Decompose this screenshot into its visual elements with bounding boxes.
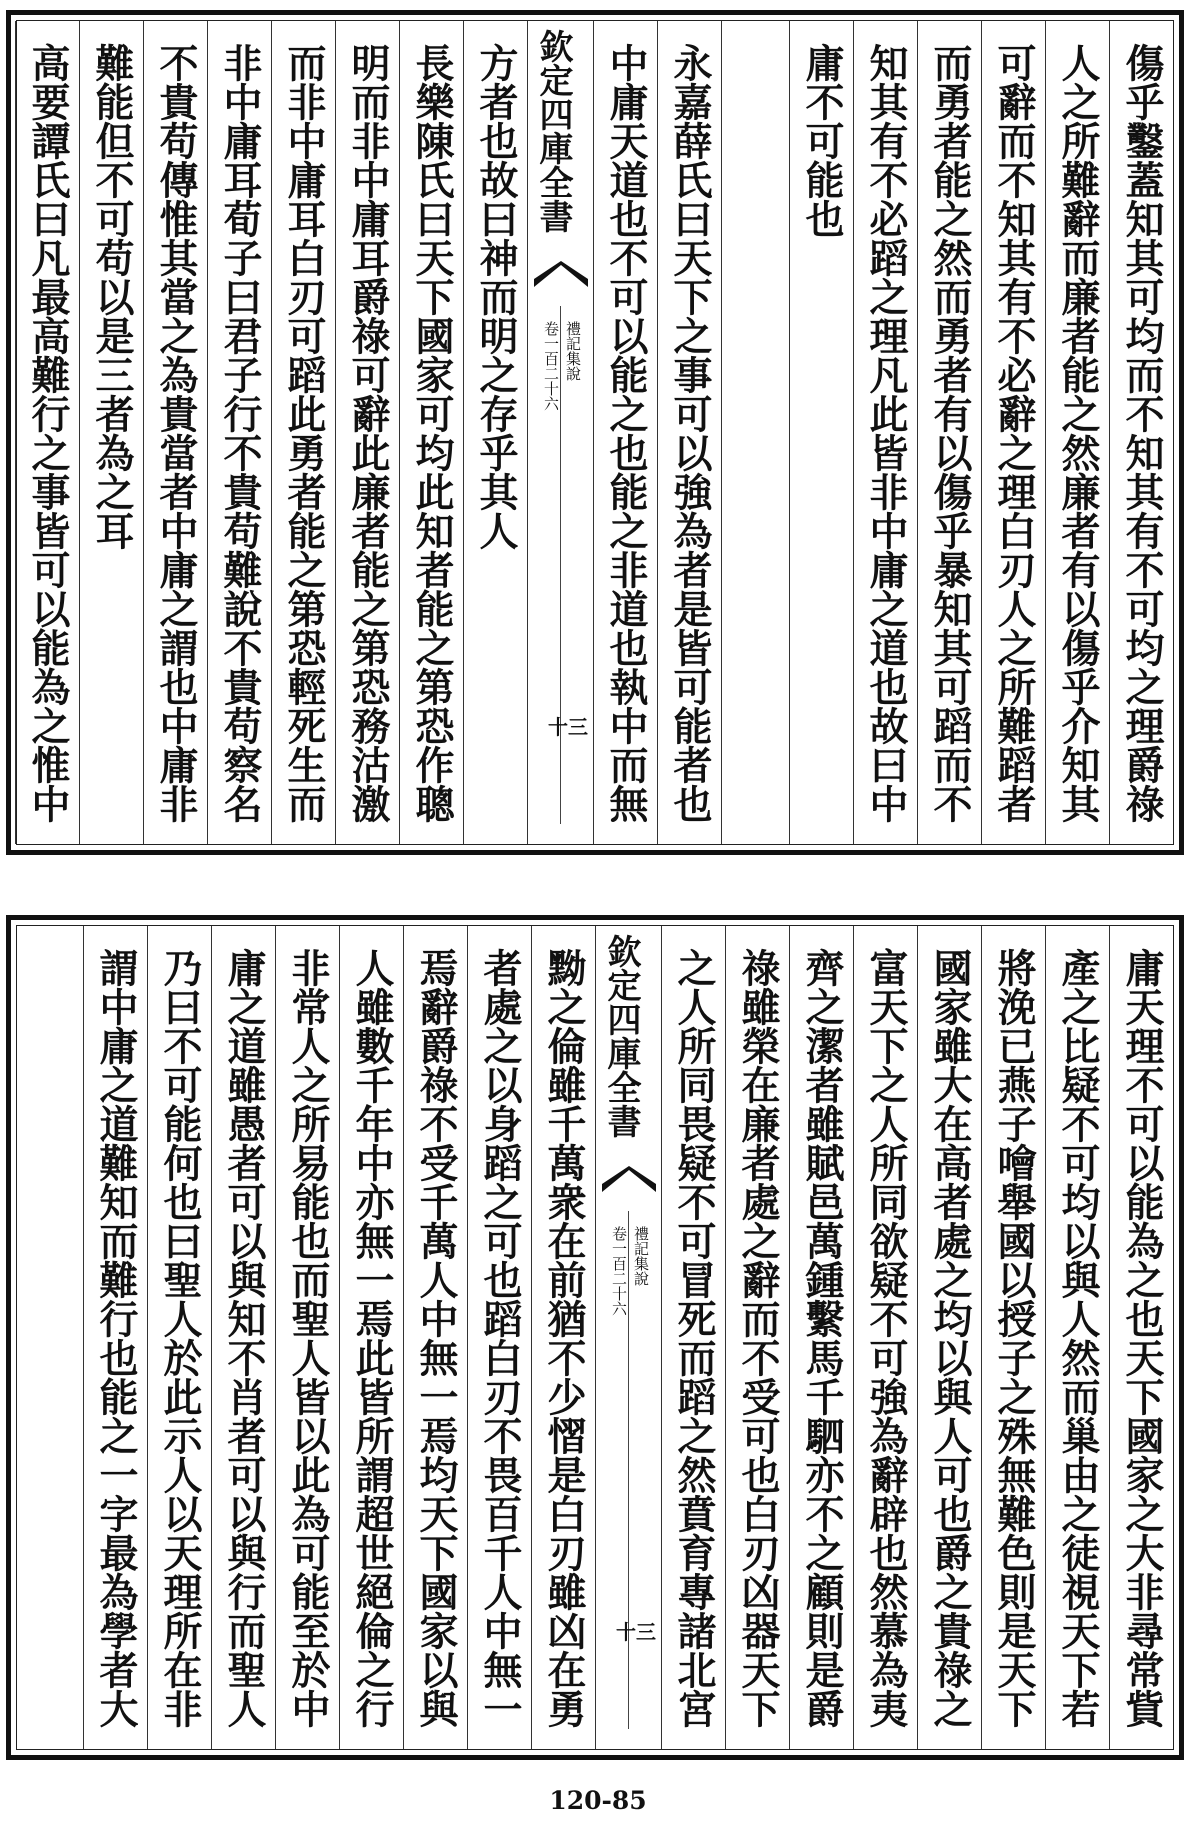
text-column: 明而非中庸耳爵祿可辭此廉者能之第恐務沽激 — [335, 21, 399, 844]
text-column: 祿雖榮在廉者處之辭而不受可也白刃凶器天下 — [725, 926, 789, 1749]
text-column: 將浼已燕子噲舉國以授子之殊無難色則是天下 — [981, 926, 1045, 1749]
center-header-column — [527, 21, 593, 844]
folio-number: 十三 — [616, 1620, 656, 1644]
volume-label: 卷一百二十六 — [542, 321, 560, 411]
text-column: 永嘉薛氏曰天下之事可以強為者是皆可能者也 — [657, 21, 721, 844]
text-column: 國家雖大在高者處之均以與人可也爵之貴祿之 — [917, 926, 981, 1749]
top-page — [0, 0, 1196, 870]
text-columns — [16, 925, 1174, 1750]
text-column: 謂中庸之道難知而難行也能之一字最為學者大 — [83, 926, 147, 1749]
text-column: 中庸天道也不可以能之也能之非道也執中而無 — [593, 21, 657, 844]
text-columns — [16, 20, 1174, 845]
text-column: 知其有不必蹈之理凡此皆非中庸之道也故曰中 — [853, 21, 917, 844]
text-column: 黝之倫雖千萬衆在前猶不少慴是白刃雖凶在勇 — [531, 926, 595, 1749]
text-column: 而勇者能之然而勇者有以傷乎暴知其可蹈而不 — [917, 21, 981, 844]
text-column-blank — [721, 21, 789, 844]
text-column: 人之所難辭而廉者能之然廉者有以傷乎介知其 — [1045, 21, 1109, 844]
text-column: 者處之以身蹈之可也蹈白刃不畏百千人中無一 — [467, 926, 531, 1749]
text-column: 傷乎鑿蓋知其可均而不知其有不可均之理爵祿 — [1109, 21, 1173, 844]
center-header-column — [595, 926, 661, 1749]
text-column: 難能但不可苟以是三者為之耳 — [79, 21, 143, 844]
book-name: 禮記集說 — [564, 321, 582, 381]
text-column: 可辭而不知其有不必辭之理白刃人之所難蹈者 — [981, 21, 1045, 844]
text-column: 富天下之人所同欲疑不可強為辭辟也然慕為夷 — [853, 926, 917, 1749]
text-column: 長樂陳氏曰天下國家可均此知者能之第恐作聰 — [399, 21, 463, 844]
collection-title: 欽定四庫全書 — [533, 29, 573, 233]
fishtail-mark-icon — [532, 261, 590, 289]
text-column: 焉辭爵祿不受千萬人中無一焉均天下國家以與 — [403, 926, 467, 1749]
text-column: 而非中庸耳白刃可蹈此勇者能之第恐輕死生而 — [271, 21, 335, 844]
text-column: 非常人之所易能也而聖人皆以此為可能至於中 — [275, 926, 339, 1749]
text-column: 高要譚氏曰凡最高難行之事皆可以能為之惟中 — [15, 21, 79, 844]
text-column: 庸不可能也 — [789, 21, 853, 844]
text-column: 非中庸耳荀子曰君子行不貴苟難說不貴苟察名 — [207, 21, 271, 844]
center-rule — [628, 1211, 629, 1729]
text-column: 方者也故曰神而明之存乎其人 — [463, 21, 527, 844]
text-column: 庸天理不可以能為之也天下國家之大非尋常貲 — [1109, 926, 1173, 1749]
fishtail-mark-icon — [600, 1166, 658, 1194]
book-name: 禮記集說 — [632, 1226, 650, 1286]
text-column: 產之比疑不可均以與人然而巢由之徒視天下若 — [1045, 926, 1109, 1749]
collection-title: 欽定四庫全書 — [601, 934, 641, 1138]
page-frame — [6, 915, 1184, 1760]
text-column: 不貴苟傳惟其當之為貴當者中庸之謂也中庸非 — [143, 21, 207, 844]
folio-number: 十三 — [548, 715, 588, 739]
text-column: 齊之潔者雖賦邑萬鍾繫馬千駟亦不之顧則是爵 — [789, 926, 853, 1749]
bottom-page — [0, 905, 1196, 1775]
page-number: 120-85 — [549, 1786, 647, 1815]
text-column: 之人所同畏疑不可冒死而蹈之然賁育專諸北宮 — [661, 926, 725, 1749]
page-frame — [6, 10, 1184, 855]
volume-label: 卷一百二十六 — [610, 1226, 628, 1316]
text-column: 人雖數千年中亦無一焉此皆所謂超世絕倫之行 — [339, 926, 403, 1749]
center-rule — [560, 306, 561, 824]
text-column: 庸之道雖愚者可以與知不肖者可以與行而聖人 — [211, 926, 275, 1749]
text-column: 乃曰不可能何也曰聖人於此示人以天理所在非 — [147, 926, 211, 1749]
